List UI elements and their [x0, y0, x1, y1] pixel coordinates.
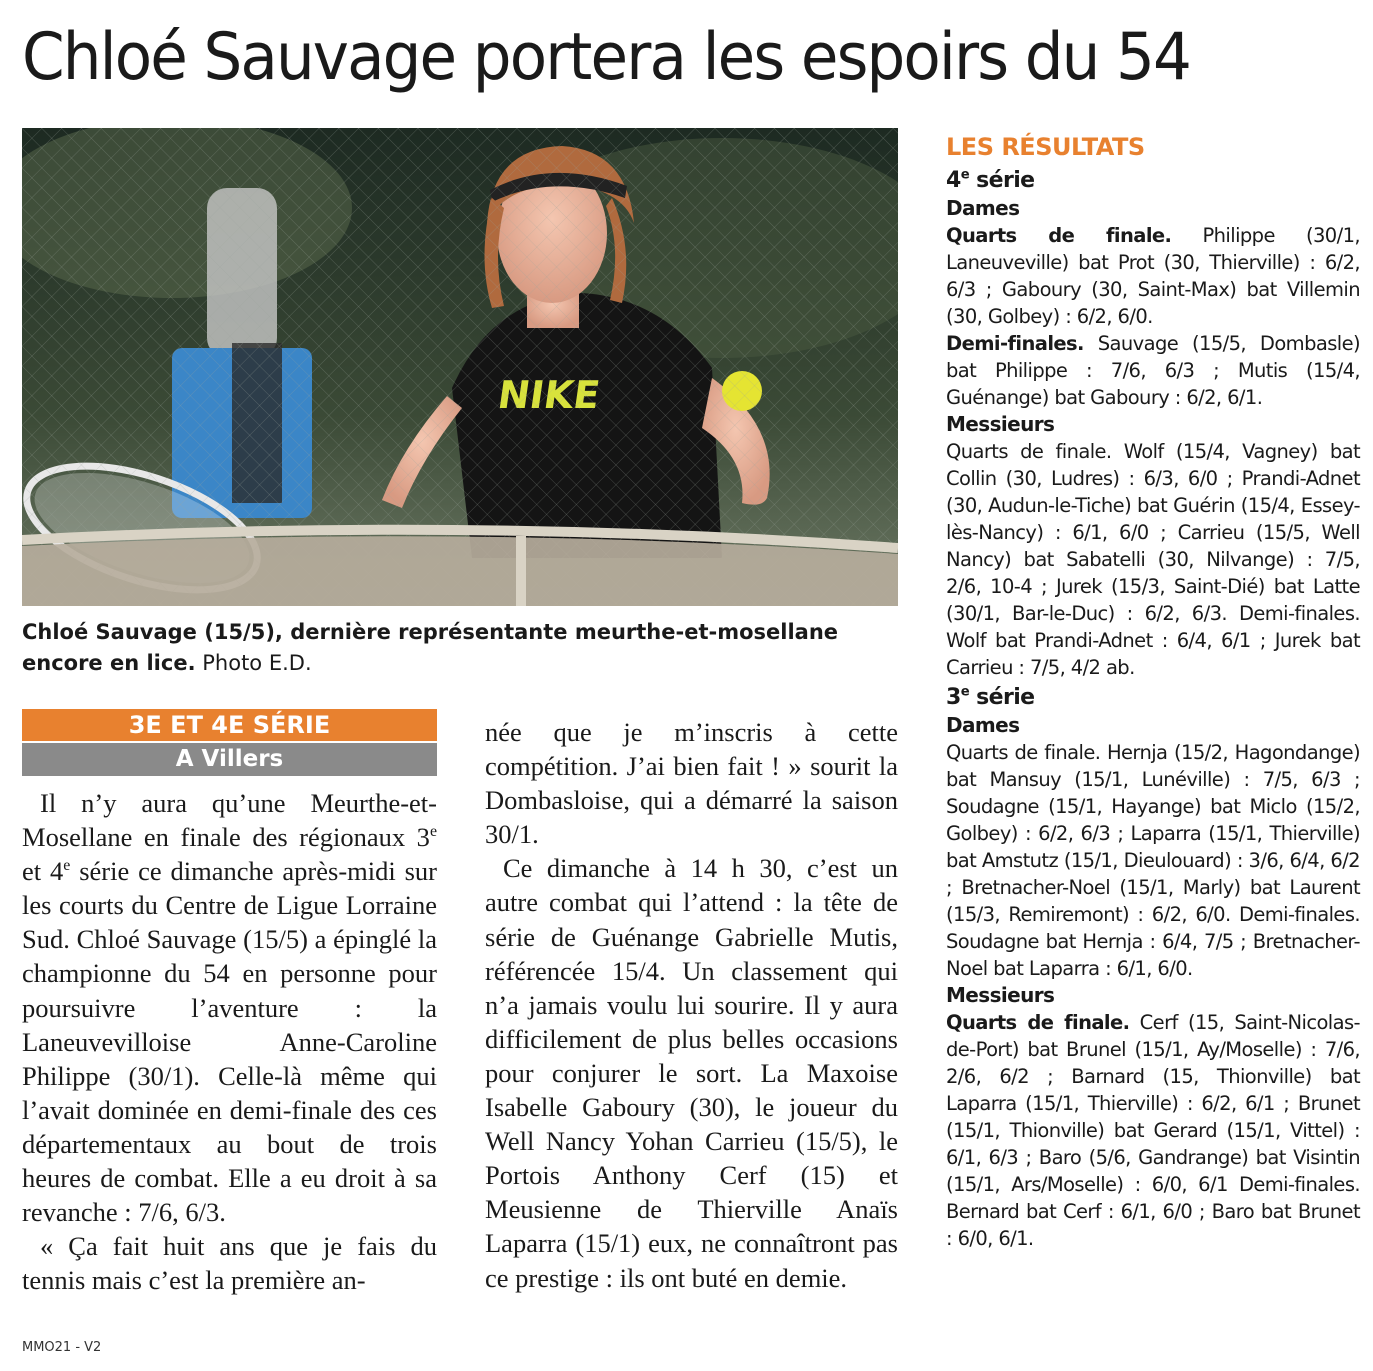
serie-heading: 4e série	[946, 167, 1035, 193]
tennis-net	[22, 530, 898, 606]
location-band: A Villers	[22, 743, 437, 776]
body-paragraph: née que je m’inscris à cette compétition. J’ai bien fait ! » sourit la Dombasloise, qui a démarré la saison 30/1.	[485, 717, 898, 850]
body-paragraph: « Ça fait huit ans que je fais du tennis mais c’est la première an-	[22, 1231, 437, 1296]
article-column-2	[485, 715, 898, 1295]
result-text: Quarts de finale. Hernja (15/2, Hagondange) bat Mansuy (15/1, Lunéville) : 7/5, 6/3 ; Soudagne (15/1, Hayange) bat Miclo (15/2, Golbey) : 6/2, 6/3 ; Laparra (15/1, Thierville) bat Amstutz (15/1, Dieulouard) : 3/6, 6/4, 6/2 ; Bretnacher-Noel (15/1, Marly) bat Laurent (15/3, Remiremont) : 6/2, 6/0. Demi-finales. Soudagne bat Hernja : 6/4, 7/5 ; Bretnacher-Noel bat Laparra : 6/1, 6/0.	[946, 741, 1360, 980]
result-text: Quarts de finale. Philippe (30/1, Laneuveville) bat Prot (30, Thierville) : 6/2, 6/3 ; Gaboury (30, Saint-Max) bat Villemin (30, Golbey) : 6/2, 6/0.	[946, 224, 1360, 328]
category-heading: Dames	[946, 713, 1020, 737]
results-sidebar	[946, 130, 1360, 1252]
category-heading: Messieurs	[946, 983, 1055, 1007]
category-heading: Messieurs	[946, 412, 1055, 436]
section-kicker: 3E ET 4E SÉRIE	[22, 709, 437, 741]
article-column-1	[22, 786, 437, 1297]
body-paragraph: Il n’y aura qu’une Meurthe-et-Mosellane en finale des régionaux 3e et 4e série ce dimanche après-midi sur les courts du Centre de Ligue Lorraine Sud. Chloé Sauvage (15/5) a épinglé la championne du 54 en personne pour poursuivre l’aventure : la Laneuvevilloise Anne-Caroline Philippe (30/1). Celle-là même qui l’avait dominée en demi-finale des ces départementaux au bout de trois heures de combat. Elle a eu droit à sa revanche : 7/6, 6/3.	[22, 788, 437, 1228]
result-text: Quarts de finale. Cerf (15, Saint-Nicolas-de-Port) bat Brunel (15/1, Ay/Moselle) : 7/6, 2/6, 6/2 ; Barnard (15, Thionville) bat Laparra (15/1, Thierville) : 6/2, 6/1 ; Brunet (15/1, Thionville) bat Gerard (15/1, Vittel) : 6/1, 6/3 ; Baro (5/6, Gandrange) bat Visintin (15/1, Ars/Moselle) : 6/0, 6/1 Demi-finales. Bernard bat Cerf : 6/1, 6/0 ; Baro bat Brunet : 6/0, 6/1.	[946, 1011, 1360, 1250]
photo-credit: Photo E.D.	[202, 651, 312, 675]
result-text: Demi-finales. Sauvage (15/5, Dombasle) bat Philippe : 7/6, 6/3 ; Mutis (15/4, Guénange) bat Gaboury : 6/2, 6/1.	[946, 332, 1360, 409]
page-footer: MMO21 - V2	[22, 1340, 102, 1355]
results-label: LES RÉSULTATS	[946, 133, 1145, 161]
serie-heading: 3e série	[946, 684, 1035, 710]
tennis-player-photo	[22, 128, 898, 606]
article-photo	[22, 128, 898, 606]
body-paragraph: Ce dimanche à 14 h 30, c’est un autre combat qui l’attend : la tête de série de Guénange Gabrielle Mutis, référencée 15/4. Un classement qui n’a jamais voulu lui sourire. Il y aura difficilement de plus belles occasions pour conjurer le sort. La Maxoise Isabelle Gaboury (30), le joueur du Well Nancy Yohan Carrieu (15/5), le Portois Anthony Cerf (15) et Meusienne de Thierville Anaïs Laparra (15/1) eux, ne connaîtront pas ce prestige : ils ont buté en demie.	[485, 853, 898, 1293]
category-heading: Dames	[946, 196, 1020, 220]
headline: Chloé Sauvage portera les espoirs du 54	[22, 20, 1191, 95]
caption-text: Chloé Sauvage (15/5), dernière représentante meurthe-et-mosellane encore en lice.	[22, 620, 839, 675]
photo-caption	[22, 617, 898, 679]
result-text: Quarts de finale. Wolf (15/4, Vagney) bat Collin (30, Ludres) : 6/3, 6/0 ; Prandi-Adnet (30, Audun-le-Tiche) bat Guérin (15/4, Essey-lès-Nancy) : 6/1, 6/0 ; Carrieu (15/5, Well Nancy) bat Sabatelli (30, Nilvange) : 7/5, 2/6, 10-4 ; Jurek (15/3, Saint-Dié) bat Latte (30/1, Bar-le-Duc) : 6/2, 6/3. Demi-finales. Wolf bat Prandi-Adnet : 6/4, 6/1 ; Jurek bat Carrieu : 7/5, 4/2 ab.	[946, 440, 1360, 679]
